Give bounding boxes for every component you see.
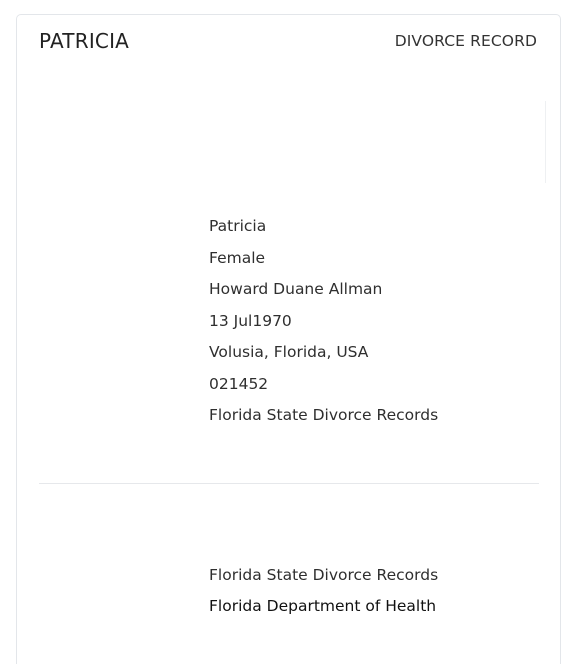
record-title: PATRICIA xyxy=(39,29,130,53)
record-card xyxy=(16,14,561,664)
detail-value[interactable]: Howard Duane Allman xyxy=(209,280,383,298)
source-value: Florida Department of Health xyxy=(209,597,437,615)
section-divider xyxy=(39,483,539,484)
detail-value: 021452 xyxy=(209,375,269,393)
source-value: Florida State Divorce Records xyxy=(209,566,439,584)
record-type-label: DIVORCE RECORD xyxy=(394,32,537,50)
scroll-divider xyxy=(545,101,546,183)
detail-value: Female xyxy=(209,249,266,267)
detail-value: 13 Jul1970 xyxy=(209,312,292,330)
detail-value: Volusia, Florida, USA xyxy=(209,343,369,361)
detail-value: Patricia xyxy=(209,217,267,235)
detail-value: Florida State Divorce Records xyxy=(209,406,439,424)
